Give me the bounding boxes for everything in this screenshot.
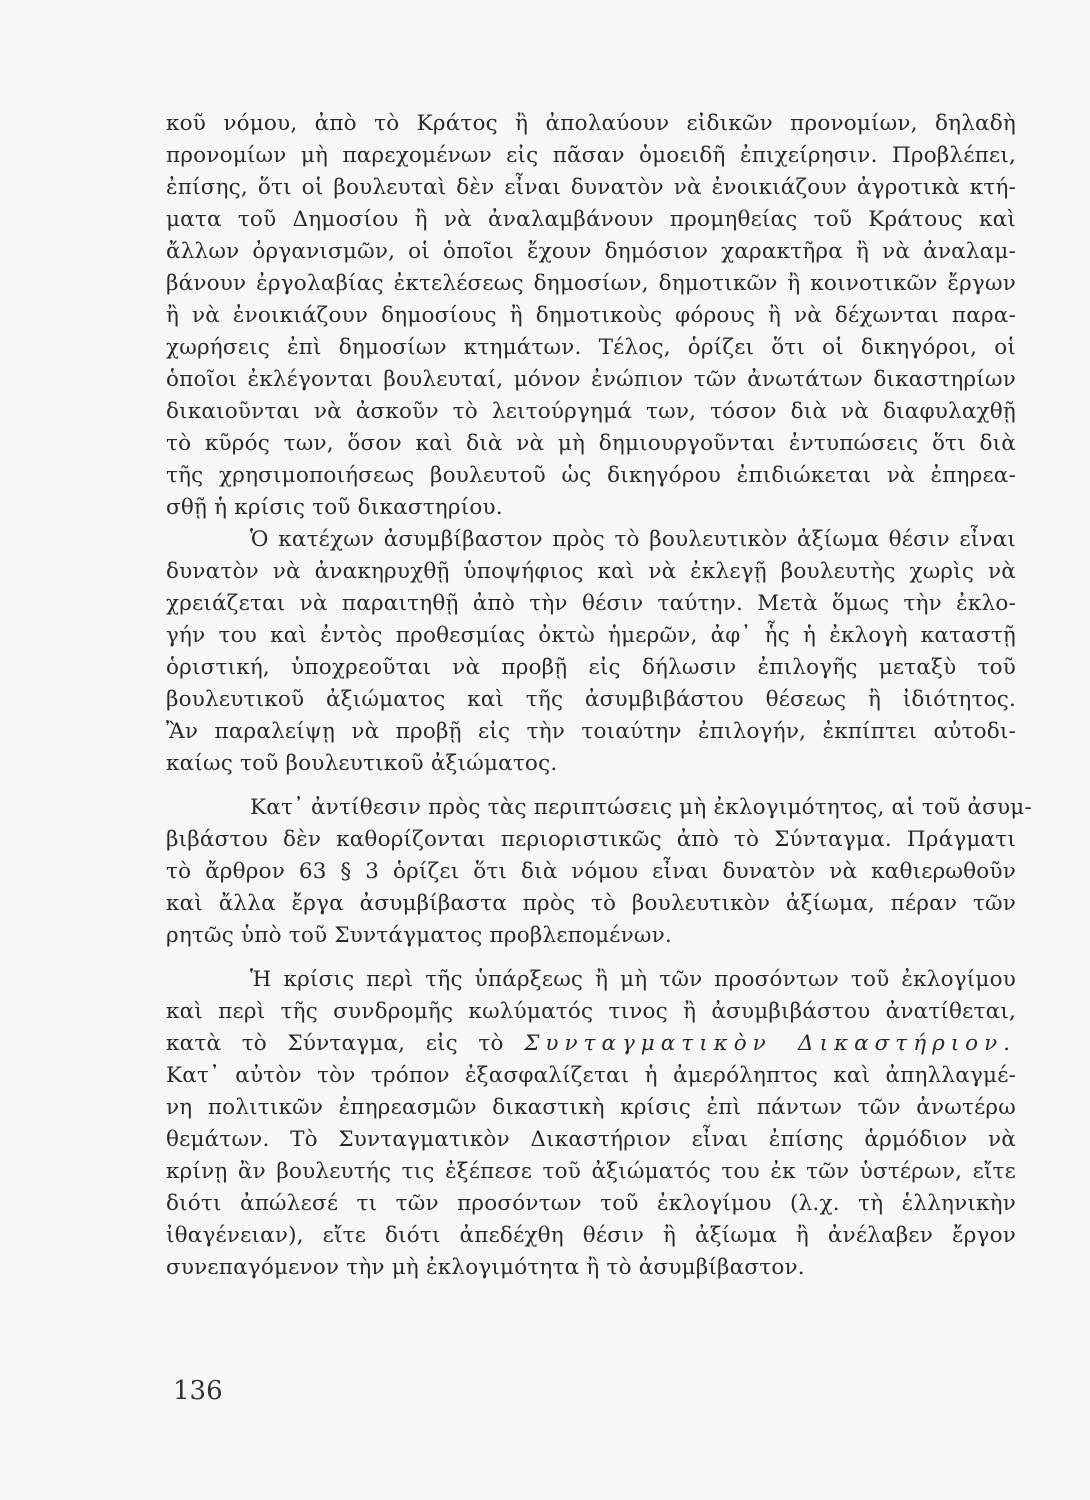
text-line: κρίνῃ ἂν βουλευτής τις ἐξέπεσε τοῦ ἀξιώματός του ἐκ τῶν ὑστέρων, εἴτε — [166, 1159, 1016, 1184]
text-line: Ἂν παραλείψῃ νὰ προβῇ εἰς τὴν τοιαύτην ἐπιλογήν, ἐκπίπτει αὐτοδι- — [166, 719, 1016, 744]
paragraph-1 — [166, 108, 1016, 524]
body-text — [166, 108, 1032, 1284]
text-line: Ὁ κατέχων ἀσυμβίβαστον πρὸς τὸ βουλευτικὸν ἀξίωμα θέσιν εἶναι — [250, 527, 1016, 552]
text-line: τὸ κῦρός των, ὅσον καὶ διὰ νὰ μὴ δημιουργοῦνται ἐντυπώσεις ὅτι διὰ — [166, 431, 1016, 456]
text-line: καίως τοῦ βουλευτικοῦ ἀξιώματος. — [166, 751, 558, 776]
text-line: ἄλλων ὀργανισμῶν, οἱ ὁποῖοι ἔχουν δημόσιον χαρακτῆρα ἢ νὰ ἀναλαμ- — [166, 239, 1016, 264]
text-line: Κατ᾽ αὐτὸν τὸν τρόπον ἐξασφαλίζεται ἡ ἀμερόληπτος καὶ ἀπηλλαγμέ- — [166, 1063, 1016, 1088]
text-line: βιβάστου δὲν καθορίζονται περιοριστικῶς ἀπὸ τὸ Σύνταγμα. Πράγματι — [166, 827, 1016, 852]
text-line: ρητῶς ὑπὸ τοῦ Συντάγματος προβλεπομένων. — [166, 923, 672, 948]
paragraph-3 — [166, 792, 1032, 952]
text-line: ἰθαγένειαν), εἴτε διότι ἀπεδέχθη θέσιν ἢ ἀξίωμα ἢ ἀνέλαβεν ἔργον — [166, 1223, 1016, 1248]
text-line: κοῦ νόμου, ἀπὸ τὸ Κράτος ἢ ἀπολαύουν εἰδικῶν προνομίων, δηλαδὴ — [166, 111, 1016, 136]
text-line-with-emphasis — [166, 1028, 1016, 1060]
text-line: τῆς χρησιμοποιήσεως βουλευτοῦ ὡς δικηγόρου ἐπιδιώκεται νὰ ἐπηρεα- — [166, 463, 1016, 488]
text-line: δυνατὸν νὰ ἀνακηρυχθῇ ὑποψήφιος καὶ νὰ ἐκλεγῇ βουλευτὴς χωρὶς νὰ — [166, 559, 1016, 584]
text-line: διότι ἀπώλεσέ τι τῶν προσόντων τοῦ ἐκλογίμου (λ.χ. τὴ ἑλληνικὴν — [166, 1191, 1016, 1216]
emphasis-term: Συνταγματικὸν Δικαστήριον. — [524, 1031, 1016, 1056]
text-line: βάνουν ἐργολαβίας ἐκτελέσεως δημοσίων, δημοτικῶν ἢ κοινοτικῶν ἔργων — [166, 271, 1016, 296]
text-line: ἐπίσης, ὅτι οἱ βουλευταὶ δὲν εἶναι δυνατὸν νὰ ἐνοικιάζουν ἀγροτικὰ κτή- — [166, 175, 1016, 200]
text-line: χρειάζεται νὰ παραιτηθῇ ἀπὸ τὴν θέσιν ταύτην. Μετὰ ὅμως τὴν ἐκλο- — [166, 591, 1016, 616]
text-line: δικαιοῦνται νὰ ἀσκοῦν τὸ λειτούργημά των, τόσον διὰ νὰ διαφυλαχθῇ — [166, 399, 1016, 424]
text-line: βουλευτικοῦ ἀξιώματος καὶ τῆς ἀσυμβιβάστου θέσεως ἢ ἰδιότητος. — [166, 687, 1016, 712]
paragraph-4 — [166, 964, 1016, 1284]
text-line: ματα τοῦ Δημοσίου ἢ νὰ ἀναλαμβάνουν προμηθείας τοῦ Κράτους καὶ — [166, 207, 1016, 232]
text-line: ἢ νὰ ἐνοικιάζουν δημοσίους ἢ δημοτικοὺς φόρους ἢ νὰ δέχωνται παρα- — [166, 303, 1016, 328]
text-line: Ἡ κρίσις περὶ τῆς ὑπάρξεως ἢ μὴ τῶν προσόντων τοῦ ἐκλογίμου — [250, 967, 1016, 992]
text-line: τὸ ἄρθρον 63 § 3 ὁρίζει ὅτι διὰ νόμου εἶναι δυνατὸν νὰ καθιερωθοῦν — [166, 859, 1016, 884]
text-line: ὁριστική, ὑποχρεοῦται νὰ προβῇ εἰς δήλωσιν ἐπιλογῆς μεταξὺ τοῦ — [166, 655, 1016, 680]
text-line: καὶ ἄλλα ἔργα ἀσυμβίβαστα πρὸς τὸ βουλευτικὸν ἀξίωμα, πέραν τῶν — [166, 891, 1016, 916]
text-line: σθῇ ἡ κρίσις τοῦ δικαστηρίου. — [166, 495, 503, 520]
text-line: Κατ᾽ ἀντίθεσιν πρὸς τὰς περιπτώσεις μὴ ἐκλογιμότητος, αἱ τοῦ ἀσυμ- — [250, 795, 1032, 820]
text-line: προνομίων μὴ παρεχομένων εἰς πᾶσαν ὁμοειδῆ ἐπιχείρησιν. Προβλέπει, — [166, 143, 1016, 168]
page-number: 136 — [173, 1376, 223, 1406]
text-line: νη πολιτικῶν ἐπηρεασμῶν δικαστικὴ κρίσις ἐπὶ πάντων τῶν ἀνωτέρω — [166, 1095, 1016, 1120]
text-line: χωρήσεις ἐπὶ δημοσίων κτημάτων. Τέλος, ὁρίζει ὅτι οἱ δικηγόροι, οἱ — [166, 335, 1016, 360]
text-line: ὁποῖοι ἐκλέγονται βουλευταί, μόνον ἐνώπιον τῶν ἀνωτάτων δικαστηρίων — [166, 367, 1016, 392]
paragraph-2 — [166, 524, 1016, 780]
emphasis-prefix: κατὰ τὸ Σύνταγμα, εἰς τὸ — [166, 1031, 504, 1056]
text-line: συνεπαγόμενον τὴν μὴ ἐκλογιμότητα ἢ τὸ ἀσυμβίβαστον. — [166, 1255, 805, 1280]
text-line: καὶ περὶ τῆς συνδρομῆς κωλύματός τινος ἢ ἀσυμβιβάστου ἀνατίθεται, — [166, 999, 1016, 1024]
text-line: θεμάτων. Τὸ Συνταγματικὸν Δικαστήριον εἶναι ἐπίσης ἁρμόδιον νὰ — [166, 1127, 1016, 1152]
text-line: γήν του καὶ ἐντὸς προθεσμίας ὀκτὼ ἡμερῶν, ἀφ᾽ ἧς ἡ ἐκλογὴ καταστῇ — [166, 623, 1016, 648]
